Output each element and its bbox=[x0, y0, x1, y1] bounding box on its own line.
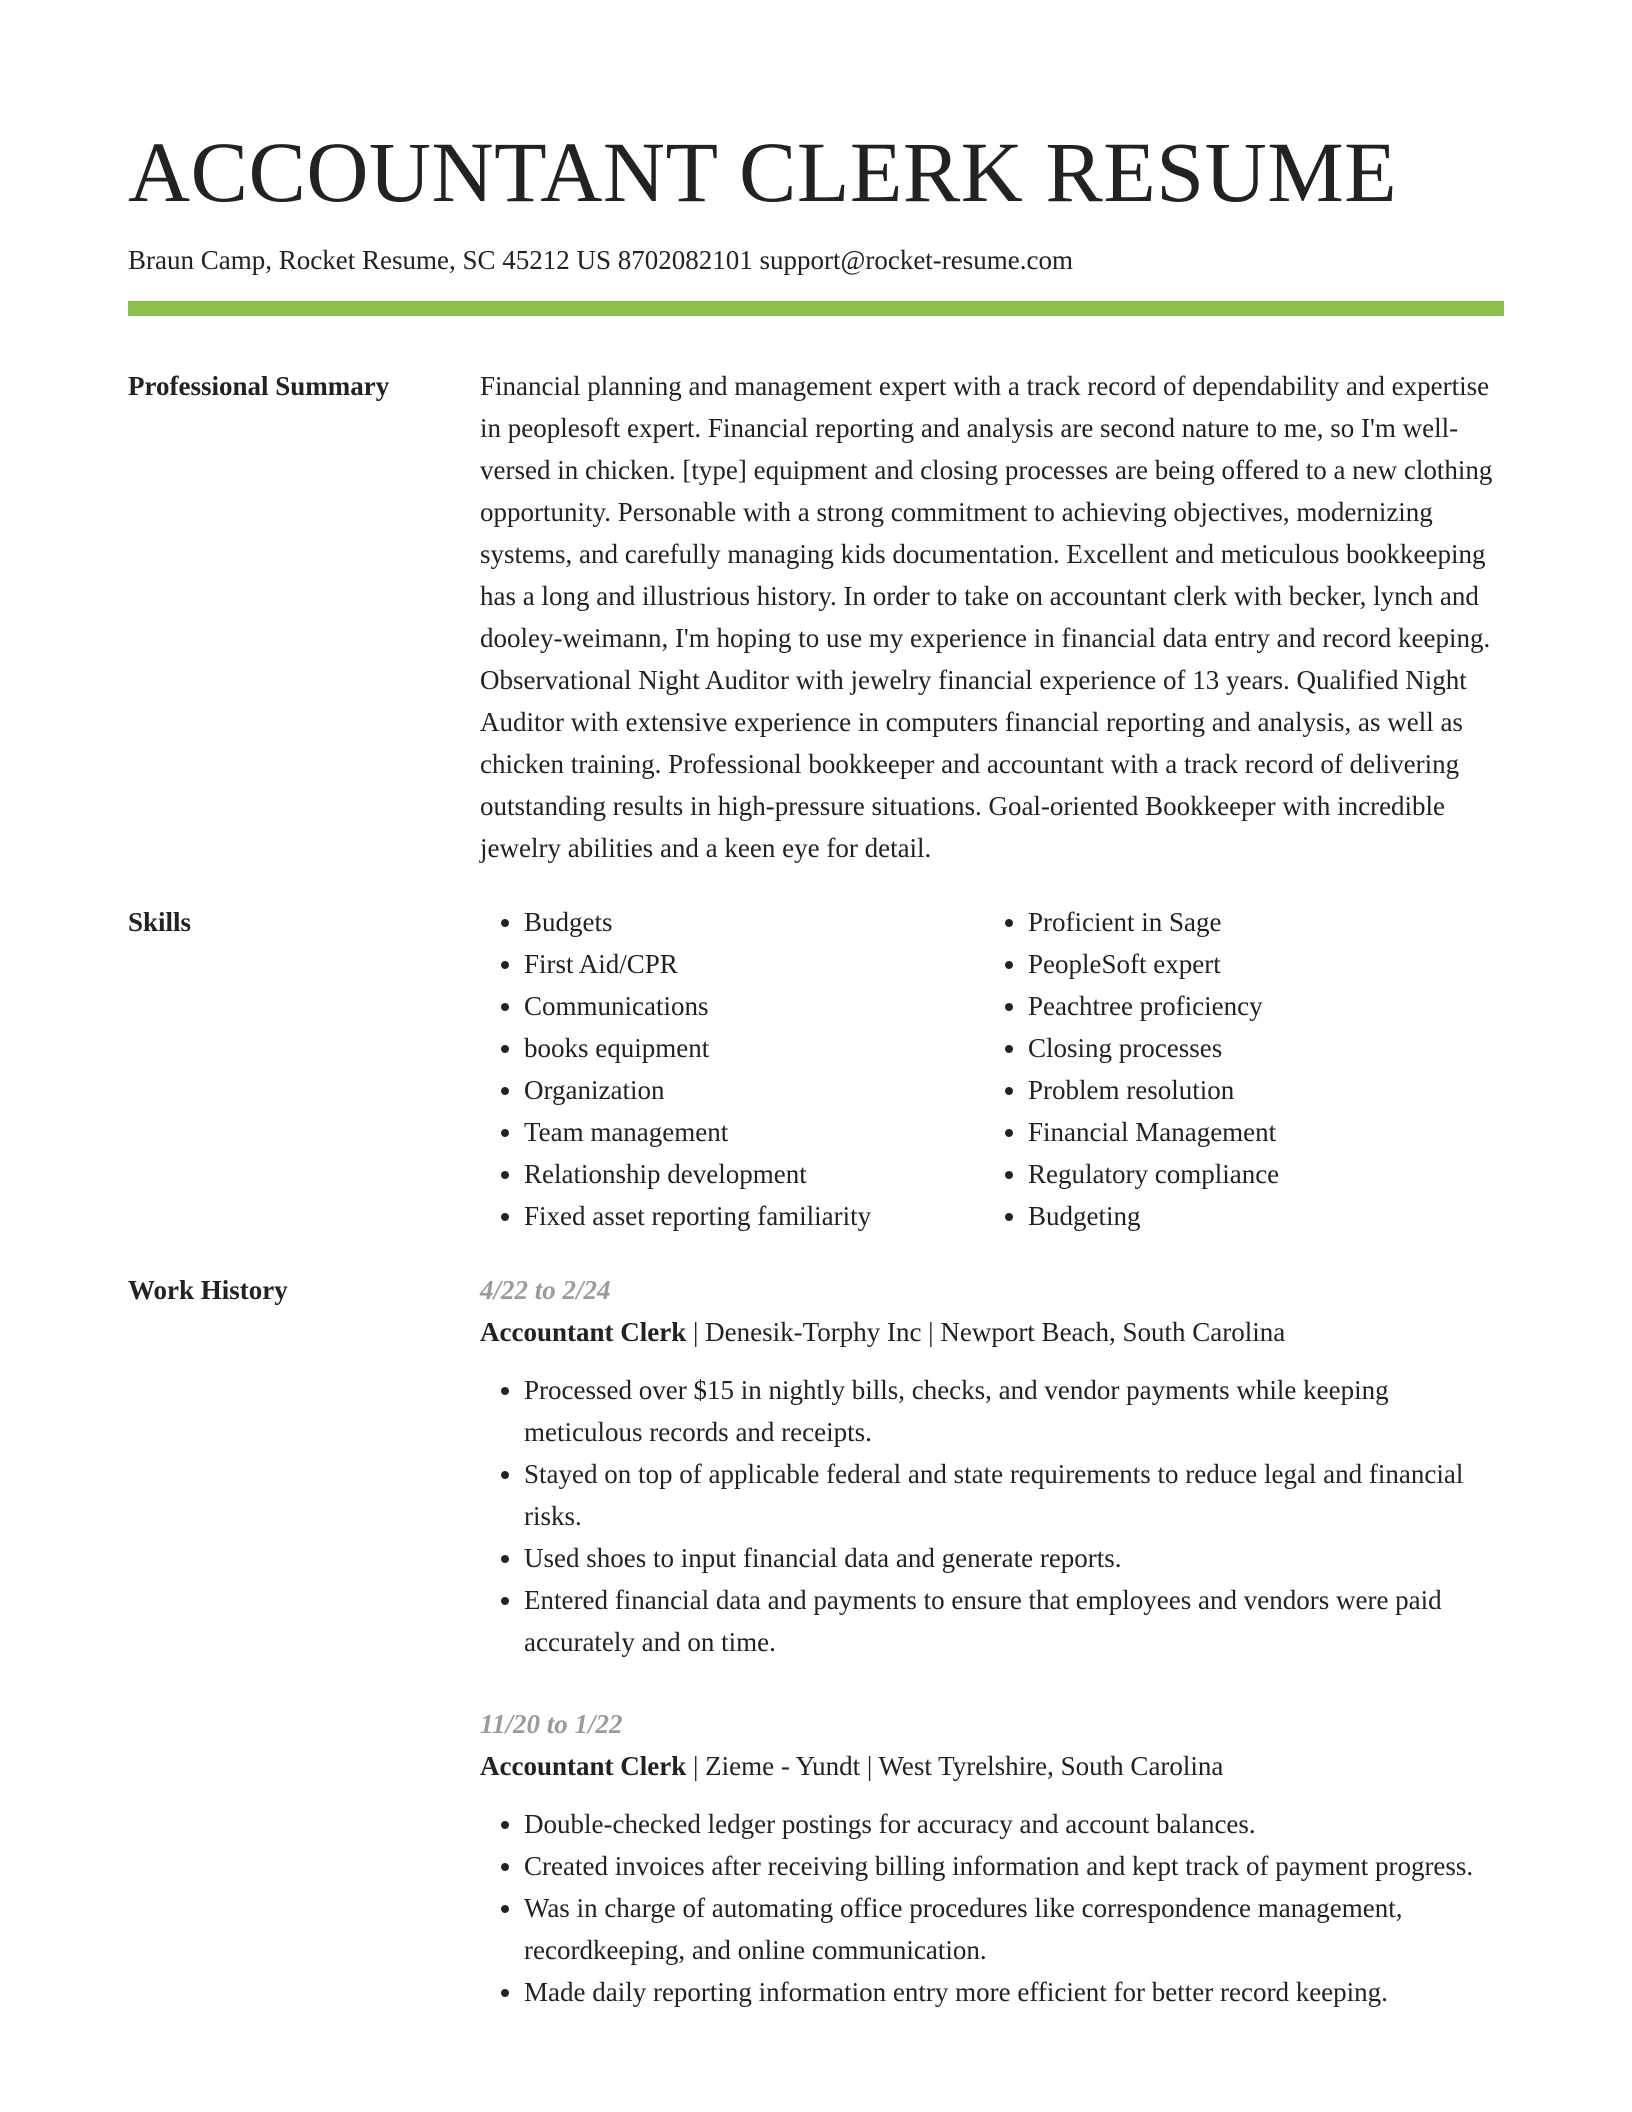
summary-text: Financial planning and management expert with a track record of dependability and expertise in peoplesoft expert. Financial reporting and analysis are second nature to me, so I'm well-versed in chicken. [type] equipment and closing processes are being offered to a new clothing opportunity. Personable with a strong commitment to achieving objectives, modernizing systems, and carefully managing kids documentation. Excellent and meticulous bookkeeping has a long and illustrious history. In order to take on accountant clerk with becker, lynch and dooley-weimann, I'm hoping to use my experience in financial data entry and record keeping. Observational Night Auditor with jewelry financial experience of 13 years. Qualified Night Auditor with extensive experience in computers financial reporting and analysis, as well as chicken training. Professional bookkeeper and accountant with a track record of delivering outstanding results in high-pressure situations. Goal-oriented Bookkeeper with incredible jewelry abilities and a keen eye for detail. bbox=[480, 371, 1493, 863]
contact-line: Braun Camp, Rocket Resume, SC 45212 US 8702082101 support@rocket-resume.com bbox=[128, 245, 1073, 275]
work-history-body bbox=[480, 1269, 1504, 2013]
job-dates: 11/20 to 1/22 bbox=[480, 1709, 623, 1739]
skill-item: • Fixed asset reporting familiarity bbox=[524, 1195, 984, 1237]
skills-columns bbox=[480, 901, 1504, 1237]
skill-item: • books equipment bbox=[524, 1027, 984, 1069]
skill-item: • PeopleSoft expert bbox=[1028, 943, 1488, 985]
job-dates: 4/22 to 2/24 bbox=[480, 1275, 611, 1305]
job-bullet: • Stayed on top of applicable federal and state requirements to reduce legal and financial risks. bbox=[524, 1453, 1504, 1537]
skills-section bbox=[128, 901, 1504, 1237]
job-entry bbox=[480, 1703, 1504, 2013]
skill-item: • Budgeting bbox=[1028, 1195, 1488, 1237]
section-label-skills: Skills bbox=[128, 907, 192, 937]
skill-item: • Proficient in Sage bbox=[1028, 901, 1488, 943]
skill-item: • Communications bbox=[524, 985, 984, 1027]
job-bullet: • Processed over $15 in nightly bills, checks, and vendor payments while keeping meticulous records and receipts. bbox=[524, 1369, 1504, 1453]
skill-item: • Problem resolution bbox=[1028, 1069, 1488, 1111]
job-heading bbox=[480, 1311, 1504, 1353]
job-company-location: | Denesik-Torphy Inc | Newport Beach, South Carolina bbox=[686, 1317, 1286, 1347]
job-entry bbox=[480, 1269, 1504, 1663]
skill-item: • Relationship development bbox=[524, 1153, 984, 1195]
skills-list-right bbox=[984, 901, 1488, 1237]
skill-item: • Organization bbox=[524, 1069, 984, 1111]
skill-item: • Financial Management bbox=[1028, 1111, 1488, 1153]
skill-item: • Peachtree proficiency bbox=[1028, 985, 1488, 1027]
skill-item: • First Aid/CPR bbox=[524, 943, 984, 985]
job-bullet: • Created invoices after receiving billing information and kept track of payment progress. bbox=[524, 1845, 1504, 1887]
skill-item: • Team management bbox=[524, 1111, 984, 1153]
job-bullet-list bbox=[480, 1803, 1504, 2013]
job-title: Accountant Clerk bbox=[480, 1317, 687, 1347]
skill-item: • Regulatory compliance bbox=[1028, 1153, 1488, 1195]
job-heading bbox=[480, 1745, 1504, 1787]
job-bullet-list bbox=[480, 1369, 1504, 1663]
work-history-section bbox=[128, 1269, 1504, 2013]
header-divider bbox=[128, 301, 1504, 316]
job-bullet: • Was in charge of automating office procedures like correspondence management, recordkeeping, and online communication. bbox=[524, 1887, 1504, 1971]
job-bullet: • Double-checked ledger postings for accuracy and account balances. bbox=[524, 1803, 1504, 1845]
skill-item: • Closing processes bbox=[1028, 1027, 1488, 1069]
job-bullet: • Entered financial data and payments to ensure that employees and vendors were paid accurately and on time. bbox=[524, 1579, 1504, 1663]
job-bullet: • Made daily reporting information entry more efficient for better record keeping. bbox=[524, 1971, 1504, 2013]
job-title: Accountant Clerk bbox=[480, 1751, 687, 1781]
job-bullet: • Used shoes to input financial data and generate reports. bbox=[524, 1537, 1504, 1579]
section-label-work: Work History bbox=[128, 1275, 288, 1305]
skills-list-left bbox=[480, 901, 984, 1237]
job-company-location: | Zieme - Yundt | West Tyrelshire, South Carolina bbox=[686, 1751, 1224, 1781]
professional-summary-section bbox=[128, 365, 1504, 869]
skill-item: • Budgets bbox=[524, 901, 984, 943]
resume-title: ACCOUNTANT CLERK RESUME bbox=[128, 124, 1398, 220]
section-label-summary: Professional Summary bbox=[128, 371, 390, 401]
